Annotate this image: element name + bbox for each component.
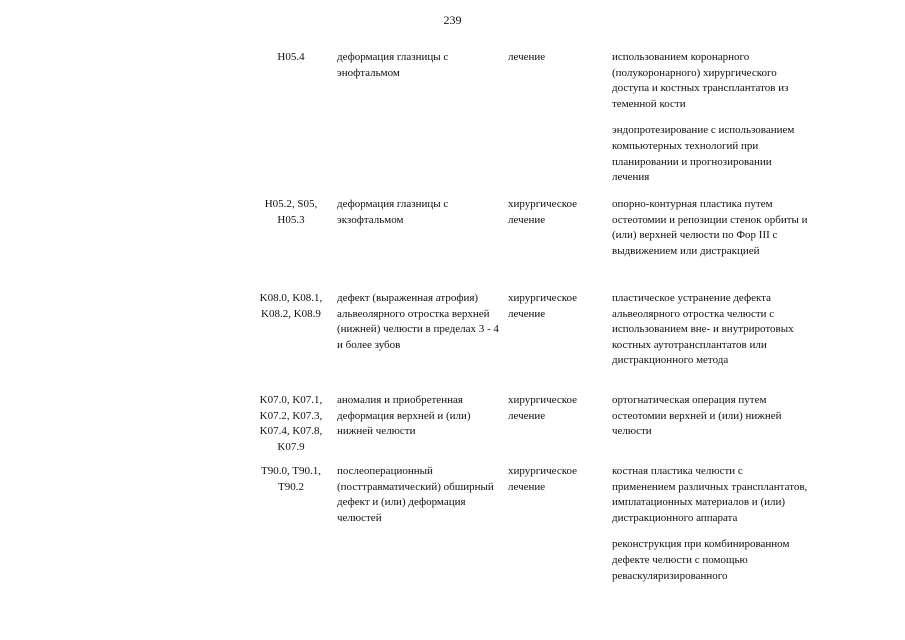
table-row xyxy=(0,291,905,393)
method-text: костная пластика челюсти с применением различных трансплантатов, имплатационных материалов и (или) дистракционного аппарата xyxy=(612,465,808,524)
icd-code-cell: H05.2, S05, H05.3 xyxy=(264,198,318,226)
diagnosis-cell: дефект (выраженная атрофия) альвеолярного отростка верхней (нижней) челюсти в пределах 3 - 4 и более зубов xyxy=(337,292,499,351)
table-row xyxy=(0,393,905,464)
page-number: 239 xyxy=(443,13,462,27)
treatment-type-cell: хирургическое лечение xyxy=(508,394,578,422)
diagnosis-cell: деформация глазницы с энофтальмом xyxy=(337,51,449,79)
icd-code-cell: T90.0, T90.1, T90.2 xyxy=(261,465,321,493)
treatment-type-cell: хирургическое лечение xyxy=(508,465,578,493)
table-row xyxy=(0,197,905,291)
method-text: использованием коронарного (полукоронарного) хирургического доступа и костных трансплантатов из теменной кости xyxy=(612,51,789,110)
method-text: реконструкция при комбинированном дефекте челюсти с помощью реваскуляризированного xyxy=(612,538,790,582)
method-cell xyxy=(612,464,808,584)
method-cell xyxy=(612,197,808,259)
method-text: опорно-контурная пластика путем остеотомии и репозиции стенок орбиты и (или) верхней челюсти по Фор III с выдвижением или дистракцией xyxy=(612,198,808,257)
icd-code-cell: K07.0, K07.1, K07.2, K07.3, K07.4, K07.8, K07.9 xyxy=(259,394,323,453)
diagnosis-cell: деформация глазницы с экзофтальмом xyxy=(337,198,449,226)
treatment-type-cell: лечение xyxy=(508,51,546,63)
icd-code-cell: H05.4 xyxy=(277,51,305,63)
method-text: эндопротезирование с использованием компьютерных технологий при планировании и прогнозировании лечения xyxy=(612,124,795,184)
icd-code-cell: K08.0, K08.1, K08.2, K08.9 xyxy=(259,292,323,320)
table-row xyxy=(0,464,905,604)
method-text: ортогнатическая операция путем остеотомии верхней и (или) нижней челюсти xyxy=(612,394,782,438)
treatment-type-cell: хирургическое лечение xyxy=(508,292,578,320)
table-row xyxy=(0,50,905,197)
method-cell xyxy=(612,291,808,369)
method-cell xyxy=(612,50,808,186)
method-text: пластическое устранение дефекта альвеолярного отростка челюсти с использованием вне- и внутриротовых костных аутотрансплантатов или дистракционного метода xyxy=(612,292,794,367)
treatment-type-cell: хирургическое лечение xyxy=(508,198,578,226)
method-cell xyxy=(612,393,808,440)
procedures-table xyxy=(0,50,905,604)
diagnosis-cell: аномалия и приобретенная деформация верхней и (или) нижней челюсти xyxy=(337,394,471,438)
diagnosis-cell: послеоперационный (посттравматический) обширный дефект и (или) деформация челюстей xyxy=(337,465,494,524)
